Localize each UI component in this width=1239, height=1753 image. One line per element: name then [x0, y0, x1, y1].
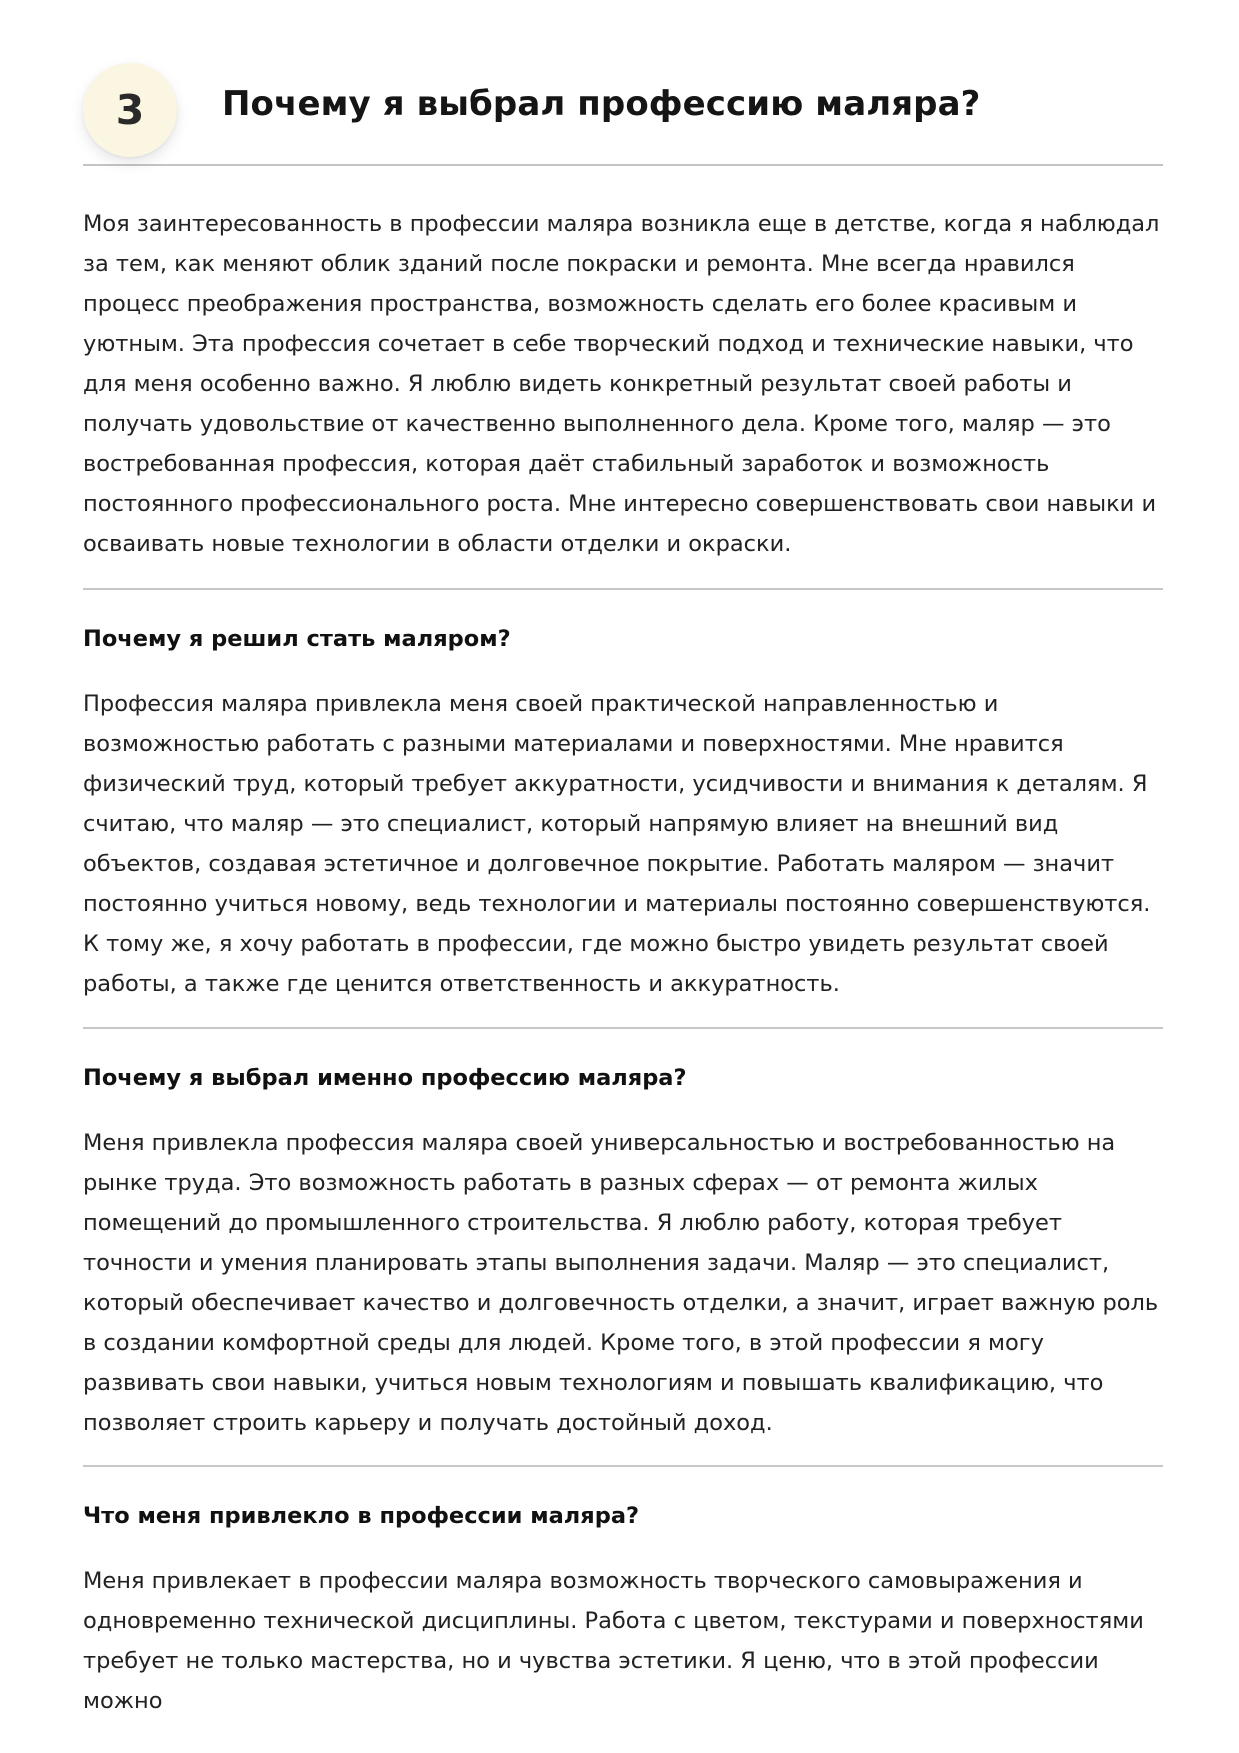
- section-number-badge: 3: [83, 63, 177, 157]
- section-title: Почему я выбрал профессию маляра?: [222, 84, 981, 124]
- answer-paragraph-2: Меня привлекла профессия маляра своей универсальностью и востребованностью на рынке труда. Это возможность работать в разных сферах — от ремонта жилых помещений до промышленного строительства. Я люблю работу, которая требует точности и умения планировать этапы выполнения задачи. Маляр — это специалист, который обеспечивает качество и долговечность отделки, а значит, играет важную роль в создании комфортной среды для людей. Кроме того, в этой профессии я могу развивать свои навыки, учиться новым технологиям и повышать квалификацию, что позволяет строить карьеру и получать достойный доход.: [83, 1130, 1159, 1436]
- section-header: [83, 0, 1163, 166]
- intro-paragraph: Моя заинтересованность в профессии маляра возникла еще в детстве, когда я наблюдал за тем, как меняют облик зданий после покраски и ремонта. Мне всегда нравился процесс преображения пространства, возможность сделать его более красивым и уютным. Эта профессия сочетает в себе творческий подход и технические навыки, что для меня особенно важно. Я люблю видеть конкретный результат своей работы и получать удовольствие от качественно выполненного дела. Кроме того, маляр — это востребованная профессия, которая даёт стабильный заработок и возможность постоянного профессионального роста. Мне интересно совершенствовать свои навыки и осваивать новые технологии в области отделки и окраски.: [83, 211, 1160, 557]
- answer-paragraph-1: Профессия маляра привлекла меня своей практической направленностью и возможностью работать с разными материалами и поверхностями. Мне нравится физический труд, который требует аккуратности, усидчивости и внимания к деталям. Я считаю, что маляр — это специалист, который напрямую влияет на внешний вид объектов, создавая эстетичное и долговечное покрытие. Работать маляром — значит постоянно учиться новому, ведь технологии и материалы постоянно совершенствуются. К тому же, я хочу работать в профессии, где можно быстро увидеть результат своей работы, а также где ценится ответственность и аккуратность.: [83, 691, 1151, 997]
- question-heading-1: Почему я решил стать маляром?: [83, 626, 511, 652]
- question-heading-2: Почему я выбрал именно профессию маляра?: [83, 1065, 687, 1091]
- divider: [83, 588, 1163, 590]
- document-page: [83, 0, 1163, 1714]
- answer-paragraph-3: Меня привлекает в профессии маляра возможность творческого самовыражения и одновременно технической дисциплины. Работа с цветом, текстурами и поверхностями требует не только мастерства, но и чувства эстетики. Я ценю, что в этой профессии можно: [83, 1568, 1144, 1714]
- divider: [83, 1465, 1163, 1467]
- question-heading-3: Что меня привлекло в профессии маляра?: [83, 1503, 640, 1529]
- divider: [83, 1027, 1163, 1029]
